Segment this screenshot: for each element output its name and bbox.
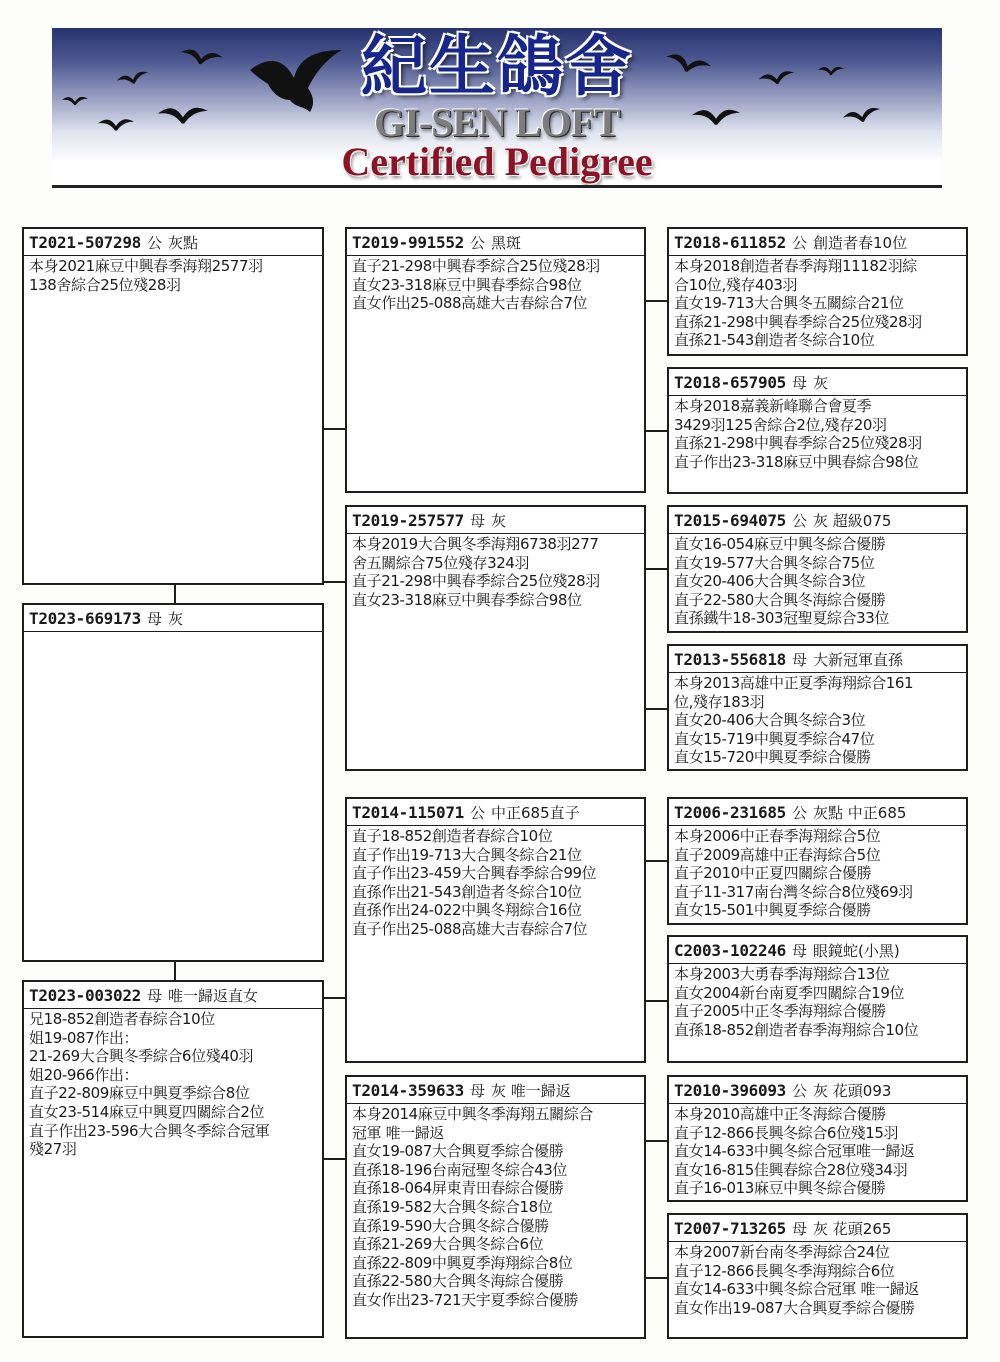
card-header: [347, 1077, 644, 1104]
bird-description: 灰點 中正685: [813, 804, 907, 822]
achievement-line: 直子12-866長興冬季海翔綜合6位: [674, 1261, 895, 1280]
bird-description: 灰 唯一歸返: [491, 1082, 571, 1100]
connector-line: [645, 708, 667, 710]
achievement-line: 本身2014麻豆中興冬季海翔五關綜合: [352, 1105, 593, 1123]
pedigree-card-grandparent: [345, 227, 646, 493]
achievement-line: 直子16-013麻豆中興冬綜合優勝: [674, 1179, 886, 1198]
achievement-line: 3429羽125舍綜合2位,殘存20羽: [674, 415, 887, 434]
achievement-line: 直孫21-298中興春季綜合25位殘28羽: [674, 312, 922, 331]
achievement-line: 直子21-298中興春季綜合25位殘28羽: [352, 572, 600, 591]
connector-line: [645, 1000, 667, 1002]
achievement-line: 殘27羽: [29, 1140, 77, 1159]
achievement-line: 直子作出23-596大合興冬季綜合冠軍: [29, 1121, 270, 1140]
achievement-line: 直子21-298中興春季綜合25位殘28羽: [352, 257, 600, 275]
bird-description: 灰 花頭093: [813, 1082, 892, 1100]
achievement-line: 本身2019大合興冬季海翔6738羽277: [352, 535, 599, 553]
connector-line: [323, 581, 345, 583]
achievement-line: 直孫19-590大合興冬綜合優勝: [352, 1216, 549, 1235]
achievement-list: [669, 1242, 966, 1317]
achievement-list: [669, 396, 966, 471]
card-header: [669, 507, 966, 534]
achievement-line: 直子12-866長興冬綜合6位殘15羽: [674, 1123, 899, 1142]
bird-description: 灰點: [168, 234, 199, 252]
connector-line: [645, 568, 667, 570]
sex-label: 公: [147, 234, 163, 252]
card-header: [24, 605, 322, 632]
ring-number: T2023-669173: [29, 609, 141, 628]
pedigree-card-dam: [22, 980, 324, 1338]
sex-label: 母: [792, 651, 808, 669]
achievement-line: 本身2021麻豆中興春季海翔2577羽: [29, 257, 263, 275]
card-header: [669, 1077, 966, 1104]
pedigree-card-grandparent: [345, 797, 646, 1063]
sex-label: 公: [792, 512, 808, 530]
connector-line: [323, 1158, 345, 1160]
card-header: [24, 229, 322, 256]
pedigree-card-grandparent: [345, 505, 646, 771]
achievement-list: [347, 534, 644, 609]
achievement-list: [347, 1104, 644, 1310]
achievement-line: 直女作出23-721天宇夏季綜合優勝: [352, 1290, 578, 1309]
header-divider: [52, 185, 942, 188]
pedigree-card-great-grandparent: [667, 367, 968, 494]
achievement-line: 直孫18-196台南冠聖冬綜合43位: [352, 1160, 568, 1179]
achievement-line: 姐19-087作出：: [29, 1028, 139, 1047]
sex-label: 母: [470, 512, 486, 530]
ring-number: T2019-257577: [352, 511, 464, 530]
achievement-line: 直女15-720中興夏季綜合優勝: [674, 748, 871, 767]
connector-line: [174, 585, 176, 603]
achievement-list: [669, 1104, 966, 1198]
achievement-list: [669, 826, 966, 920]
achievement-line: 本身2018嘉義新峰聯合會夏季: [674, 397, 872, 415]
achievement-line: 直女14-633中興冬綜合冠軍唯一歸返: [674, 1142, 915, 1161]
loft-title-english: GI-SEN LOFT: [374, 100, 620, 145]
achievement-line: 直子18-852創造者春綜合10位: [352, 827, 553, 845]
sex-label: 母: [792, 1220, 808, 1238]
sex-label: 公: [792, 804, 808, 822]
sex-label: 母: [147, 987, 163, 1005]
card-header: [669, 369, 966, 396]
achievement-line: 直孫19-582大合興冬綜合18位: [352, 1197, 553, 1216]
achievement-line: 本身2018創造者春季海翔11182羽綜: [674, 257, 917, 275]
achievement-line: 直子作出19-713大合興冬綜合21位: [352, 845, 582, 864]
achievement-list: [669, 534, 966, 628]
card-header: [24, 982, 322, 1009]
achievement-line: 直子22-580大合興冬海綜合優勝: [674, 590, 886, 609]
achievement-line: 直孫21-543創造者冬綜合10位: [674, 331, 875, 350]
card-header: [347, 229, 644, 256]
sex-label: 母: [792, 374, 808, 392]
ring-number: T2015-694075: [674, 511, 786, 530]
achievement-line: 直子2005中正冬季海翔綜合優勝: [674, 1002, 886, 1021]
achievement-line: 直孫21-298中興春季綜合25位殘28羽: [674, 434, 922, 453]
pedigree-card-great-grandparent: [667, 227, 968, 356]
pedigree-card-great-grandparent: [667, 644, 968, 771]
ring-number: T2023-003022: [29, 986, 141, 1005]
achievement-list: [669, 964, 966, 1039]
sex-label: 公: [470, 234, 486, 252]
achievement-list: [24, 632, 322, 633]
bird-description: 創造者春10位: [813, 234, 908, 252]
bird-description: 中正685直子: [491, 804, 580, 822]
ring-number: T2014-115071: [352, 803, 464, 822]
achievement-line: 直孫18-064屏東青田春綜合優勝: [352, 1179, 564, 1198]
sex-label: 公: [792, 1082, 808, 1100]
achievement-line: 直孫18-852創造者春季海翔綜合10位: [674, 1020, 919, 1039]
achievement-line: 直女19-713大合興冬五關綜合21位: [674, 294, 904, 313]
achievement-line: 舍五關綜合75位殘存324羽: [352, 553, 530, 572]
achievement-line: 直子11-317南台灣冬綜合8位殘69羽: [674, 882, 913, 901]
achievement-line: 本身2013高雄中正夏季海翔綜合161: [674, 674, 914, 692]
connector-line: [645, 860, 667, 862]
achievement-line: 冠軍 唯一歸返: [352, 1123, 444, 1142]
bird-description: 灰: [168, 610, 184, 628]
achievement-line: 直女19-577大合興冬綜合75位: [674, 553, 875, 572]
pedigree-card-great-grandparent: [667, 935, 968, 1063]
achievement-line: 直女15-501中興夏季綜合優勝: [674, 901, 871, 920]
achievement-line: 本身2007新台南冬季海綜合24位: [674, 1243, 890, 1261]
bird-description: 黑斑: [491, 234, 522, 252]
sex-label: 母: [792, 942, 808, 960]
achievement-list: [669, 673, 966, 767]
connector-line: [645, 300, 667, 302]
pedigree-card-subject: [22, 603, 324, 962]
bird-description: 眼鏡蛇(小黑): [813, 942, 900, 960]
achievement-line: 直孫22-809中興夏季海翔綜合8位: [352, 1253, 573, 1272]
achievement-line: 直子作出25-088高雄大吉春綜合7位: [352, 919, 588, 938]
achievement-line: 直子22-809麻豆中興夏季綜合8位: [29, 1084, 250, 1103]
achievement-line: 直孫鐵牛18-303冠聖夏綜合33位: [674, 609, 890, 628]
ring-number: T2021-507298: [29, 233, 141, 252]
achievement-line: 21-269大合興冬季綜合6位殘40羽: [29, 1047, 254, 1066]
achievement-line: 直女14-633中興冬綜合冠軍 唯一歸返: [674, 1280, 919, 1299]
achievement-line: 本身2003大勇春季海翔綜合13位: [674, 965, 890, 983]
ring-number: T2018-611852: [674, 233, 786, 252]
achievement-line: 直女23-318麻豆中興春季綜合98位: [352, 590, 582, 609]
achievement-line: 直子2010中正夏四關綜合優勝: [674, 864, 872, 883]
card-header: [669, 799, 966, 826]
achievement-line: 直孫21-269大合興冬綜合6位: [352, 1235, 544, 1254]
ring-number: C2003-102246: [674, 941, 786, 960]
card-header: [347, 507, 644, 534]
connector-line: [645, 430, 667, 432]
sex-label: 母: [147, 610, 163, 628]
loft-title-chinese: 紀生鴿舍: [361, 28, 633, 105]
achievement-line: 本身2010高雄中正冬海綜合優勝: [674, 1105, 886, 1123]
achievement-line: 直女15-719中興夏季綜合47位: [674, 729, 875, 748]
achievement-line: 直女20-406大合興冬綜合3位: [674, 711, 866, 730]
pedigree-card-great-grandparent: [667, 797, 968, 925]
achievement-line: 直女20-406大合興冬綜合3位: [674, 572, 866, 591]
achievement-line: 直女16-054麻豆中興冬綜合優勝: [674, 535, 886, 553]
achievement-line: 位,殘存183羽: [674, 692, 765, 711]
bird-description: 灰 超級075: [813, 512, 892, 530]
achievement-line: 直女作出19-087大合興夏季綜合優勝: [674, 1298, 915, 1317]
bird-description: 灰 花頭265: [813, 1220, 892, 1238]
achievement-line: 直女作出25-088高雄大吉春綜合7位: [352, 294, 588, 313]
ring-number: T2014-359633: [352, 1081, 464, 1100]
achievement-line: 直孫作出21-543創造者冬綜合10位: [352, 882, 582, 901]
pedigree-card-great-grandparent: [667, 1075, 968, 1202]
sex-label: 母: [470, 1082, 486, 1100]
achievement-line: 直女19-087大合興夏季綜合優勝: [352, 1142, 564, 1161]
achievement-list: [347, 826, 644, 939]
achievement-list: [24, 256, 322, 294]
achievement-line: 直女23-514麻豆中興夏四關綜合2位: [29, 1102, 265, 1121]
achievement-line: 姐20-966作出：: [29, 1065, 139, 1084]
connector-line: [645, 1277, 667, 1279]
pedigree-card-sire: [22, 227, 324, 585]
sex-label: 公: [470, 804, 486, 822]
header-banner: [52, 28, 942, 185]
achievement-line: 直子作出23-318麻豆中興春綜合98位: [674, 452, 919, 471]
bird-description: 灰: [491, 512, 507, 530]
card-header: [669, 646, 966, 673]
card-header: [669, 229, 966, 256]
achievement-line: 直孫作出24-022中興冬翔綜合16位: [352, 901, 582, 920]
ring-number: T2018-657905: [674, 373, 786, 392]
achievement-line: 直子作出23-459大合興春季綜合99位: [352, 864, 597, 883]
bird-description: 唯一歸返直女: [168, 987, 259, 1005]
achievement-line: 合10位,殘存403羽: [674, 275, 798, 294]
achievement-line: 直孫22-580大合興冬海綜合優勝: [352, 1272, 564, 1291]
ring-number: T2019-991552: [352, 233, 464, 252]
achievement-line: 本身2006中正春季海翔綜合5位: [674, 827, 881, 845]
connector-line: [323, 428, 345, 430]
achievement-list: [669, 256, 966, 350]
bird-description: 灰: [813, 374, 829, 392]
ring-number: T2006-231685: [674, 803, 786, 822]
pedigree-card-great-grandparent: [667, 505, 968, 633]
connector-line: [174, 962, 176, 980]
achievement-list: [347, 256, 644, 313]
pedigree-card-great-grandparent: [667, 1213, 968, 1339]
ring-number: T2010-396093: [674, 1081, 786, 1100]
achievement-line: 直女16-815佳興春綜合28位殘34羽: [674, 1160, 908, 1179]
achievement-list: [24, 1009, 322, 1159]
card-header: [347, 799, 644, 826]
achievement-line: 兄18-852創造者春綜合10位: [29, 1010, 215, 1028]
ring-number: T2007-713265: [674, 1219, 786, 1238]
pedigree-card-grandparent: [345, 1075, 646, 1339]
card-header: [669, 937, 966, 964]
card-header: [669, 1215, 966, 1242]
ring-number: T2013-556818: [674, 650, 786, 669]
connector-line: [645, 1140, 667, 1142]
achievement-line: 138舍綜合25位殘28羽: [29, 275, 181, 294]
achievement-line: 直女23-318麻豆中興春季綜合98位: [352, 275, 582, 294]
achievement-line: 直子2009高雄中正春海綜合5位: [674, 845, 881, 864]
achievement-line: 直女2004新台南夏季四關綜合19位: [674, 983, 905, 1002]
bird-description: 大新冠軍直孫: [813, 651, 904, 669]
connector-line: [323, 997, 345, 999]
certified-pedigree-subtitle: Certified Pedigree: [341, 139, 653, 184]
sex-label: 公: [792, 234, 808, 252]
